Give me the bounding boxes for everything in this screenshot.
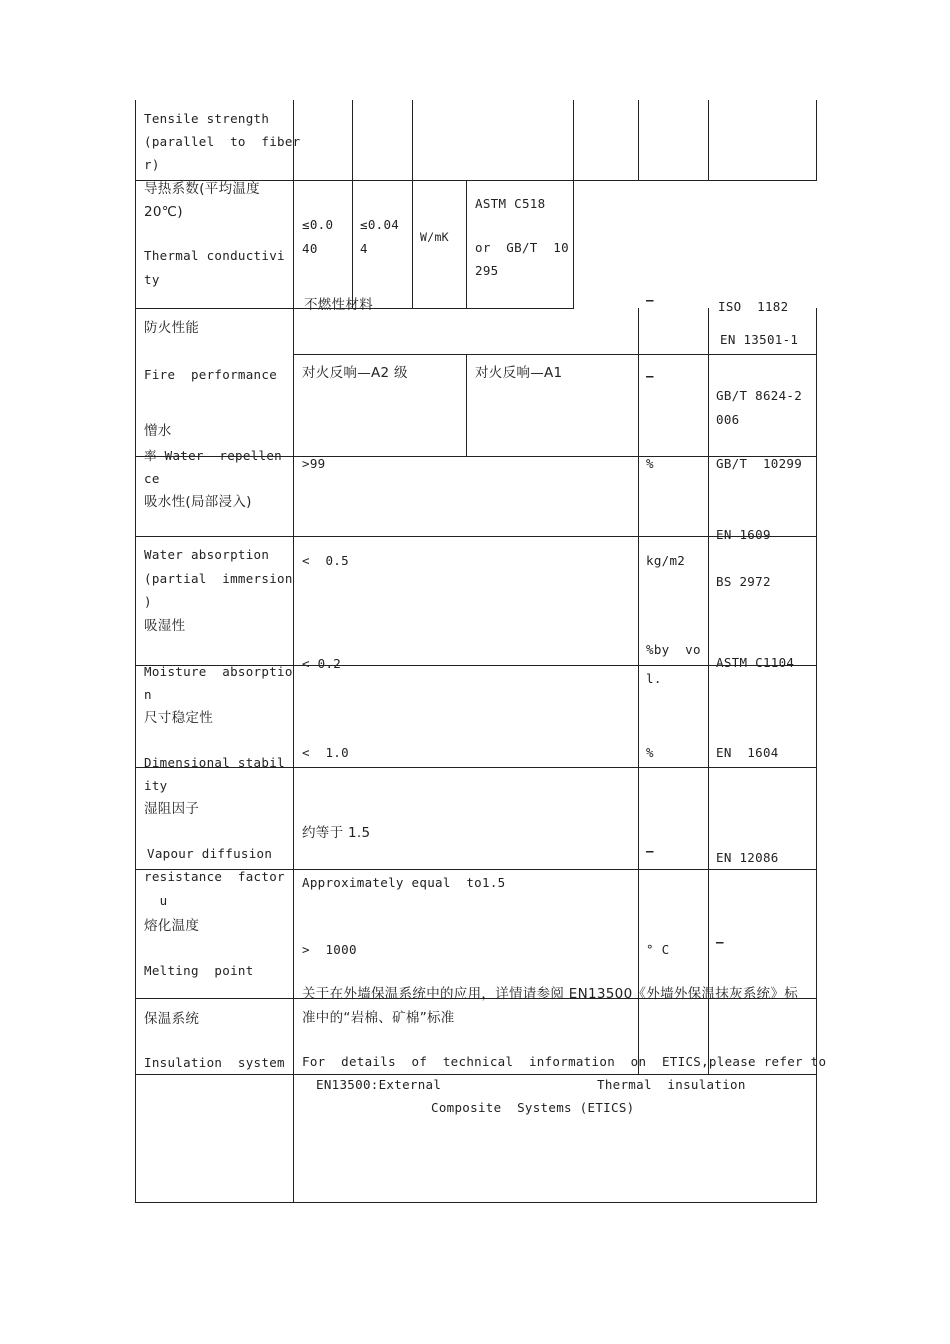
thermal-standard-1: ASTM C518 [475,196,546,211]
moisture-label-en-2: n [144,687,152,702]
grid-line [466,180,467,308]
moisture-value: < 0.2 [302,656,342,671]
moisture-standard: ASTM C1104 [716,655,795,670]
grid-line [638,308,639,1074]
insulation-text-en-2b: Thermal insulation [597,1077,746,1092]
water-repellence-value: >99 [302,456,326,471]
moisture-label-cn: 吸湿性 [144,618,186,634]
insulation-text-en-2a: EN13500:External [316,1077,442,1092]
water-repellence-label-en-1: 率 Water repellen [144,448,283,463]
water-absorption-label-en-2: (partial immersion [144,571,293,586]
thermal-label-cn-1: 导热系数(平均温度 [144,181,260,197]
thermal-unit: W/mK [420,230,449,244]
fire-label-en: Fire performance [144,367,278,382]
thermal-standard-3: 295 [475,263,499,278]
insulation-text-cn-1: 关于在外墙保温系统中的应用，详情请参阅 EN13500《外墙外保温抹灰系统》标 [302,986,799,1002]
water-absorption-standard-1: EN 1609 [716,527,771,542]
thermal-value-1a: ≤0.0 [302,217,334,232]
tensile-label-en-2: (parallel to fiber [144,134,301,149]
vapour-unit: — [646,843,654,858]
water-repellence-label-en-2: ce [144,471,160,486]
water-repellence-unit: % [646,456,654,471]
dimensional-label-en-1: Dimensional stabil [144,755,285,770]
insulation-text-cn-2: 准中的“岩棉、矿棉”标准 [302,1010,455,1026]
melting-label-en: Melting point [144,963,254,978]
grid-line [708,100,709,180]
dimensional-value: < 1.0 [302,745,349,760]
dimensional-label-cn: 尺寸稳定性 [144,710,213,726]
water-repellence-label-cn: 憎水 [144,423,172,439]
grid-line [293,100,294,1202]
melting-standard: — [716,934,724,949]
grid-line [638,100,639,180]
grid-line [816,100,817,180]
vapour-label-en-3: u [144,893,168,908]
fire-value-a2: 对火反响—A2 级 [302,365,408,381]
insulation-label-en: Insulation system [144,1055,285,1070]
melting-unit: ° C [646,942,670,957]
water-absorption-unit: kg/m2 [646,553,686,568]
fire-value-a1: 对火反响—A1 [475,365,563,381]
grid-line [466,354,467,456]
moisture-label-en-1: Moisture absorptio [144,664,293,679]
vapour-standard: EN 12086 [716,850,779,865]
water-absorption-label-en-3: ) [144,594,152,609]
thermal-label-en-1: Thermal conductivi [144,248,285,263]
dimensional-unit: % [646,745,654,760]
tensile-label-en-3: r) [144,157,160,172]
moisture-unit-2: l. [646,671,662,686]
grid-line [135,100,136,1202]
tensile-label-en-1: Tensile strength [144,111,270,126]
thermal-value-2a: ≤0.04 [360,217,400,232]
insulation-label-cn: 保温系统 [144,1011,200,1027]
thermal-standard-2: or GB/T 10 [475,240,569,255]
dimensional-label-en-2: ity [144,778,168,793]
grid-line [352,100,353,308]
fire-unit-dash-2: — [646,368,654,383]
grid-line [293,354,817,355]
water-absorption-label-en-1: Water absorption [144,547,270,562]
vapour-label-cn: 湿阻因子 [144,801,200,817]
thermal-value-1b: 40 [302,241,318,256]
grid-line [708,308,709,1074]
melting-value: > 1000 [302,942,357,957]
grid-line [135,536,817,537]
fire-standard-2: EN 13501-1 [720,332,799,347]
water-absorption-value: < 0.5 [302,553,349,568]
grid-line [573,100,574,308]
grid-line [412,100,413,308]
insulation-text-en-1: For details of technical information on ETICS,please refer to [302,1054,827,1069]
dimensional-standard: EN 1604 [716,745,779,760]
water-absorption-standard-2: BS 2972 [716,574,771,589]
water-absorption-label-cn: 吸水性(局部浸入) [144,494,252,510]
moisture-unit-1: %by vo [646,642,701,657]
fire-unit-dash-1: — [646,292,654,307]
thermal-label-en-2: ty [144,272,160,287]
vapour-label-en-2: resistance factor [144,869,285,884]
thermal-label-cn-2: 20℃) [144,204,183,220]
fire-standard-1: ISO 1182 [718,299,789,314]
water-repellence-standard: GB/T 10299 [716,456,803,471]
grid-line [135,1202,817,1203]
melting-label-cn: 熔化温度 [144,918,200,934]
fire-label-cn: 防火性能 [144,320,200,336]
fire-value-noncombustible: 不燃性材料 [304,297,373,313]
insulation-text-en-3: Composite Systems (ETICS) [431,1100,635,1115]
vapour-label-en-1: Vapour diffusion [147,846,273,861]
thermal-value-2b: 4 [360,241,368,256]
fire-standard-3b: 006 [716,412,740,427]
fire-standard-3a: GB/T 8624-2 [716,388,803,403]
vapour-value-en: Approximately equal to1.5 [302,875,506,890]
vapour-value-cn: 约等于 1.5 [302,825,371,841]
